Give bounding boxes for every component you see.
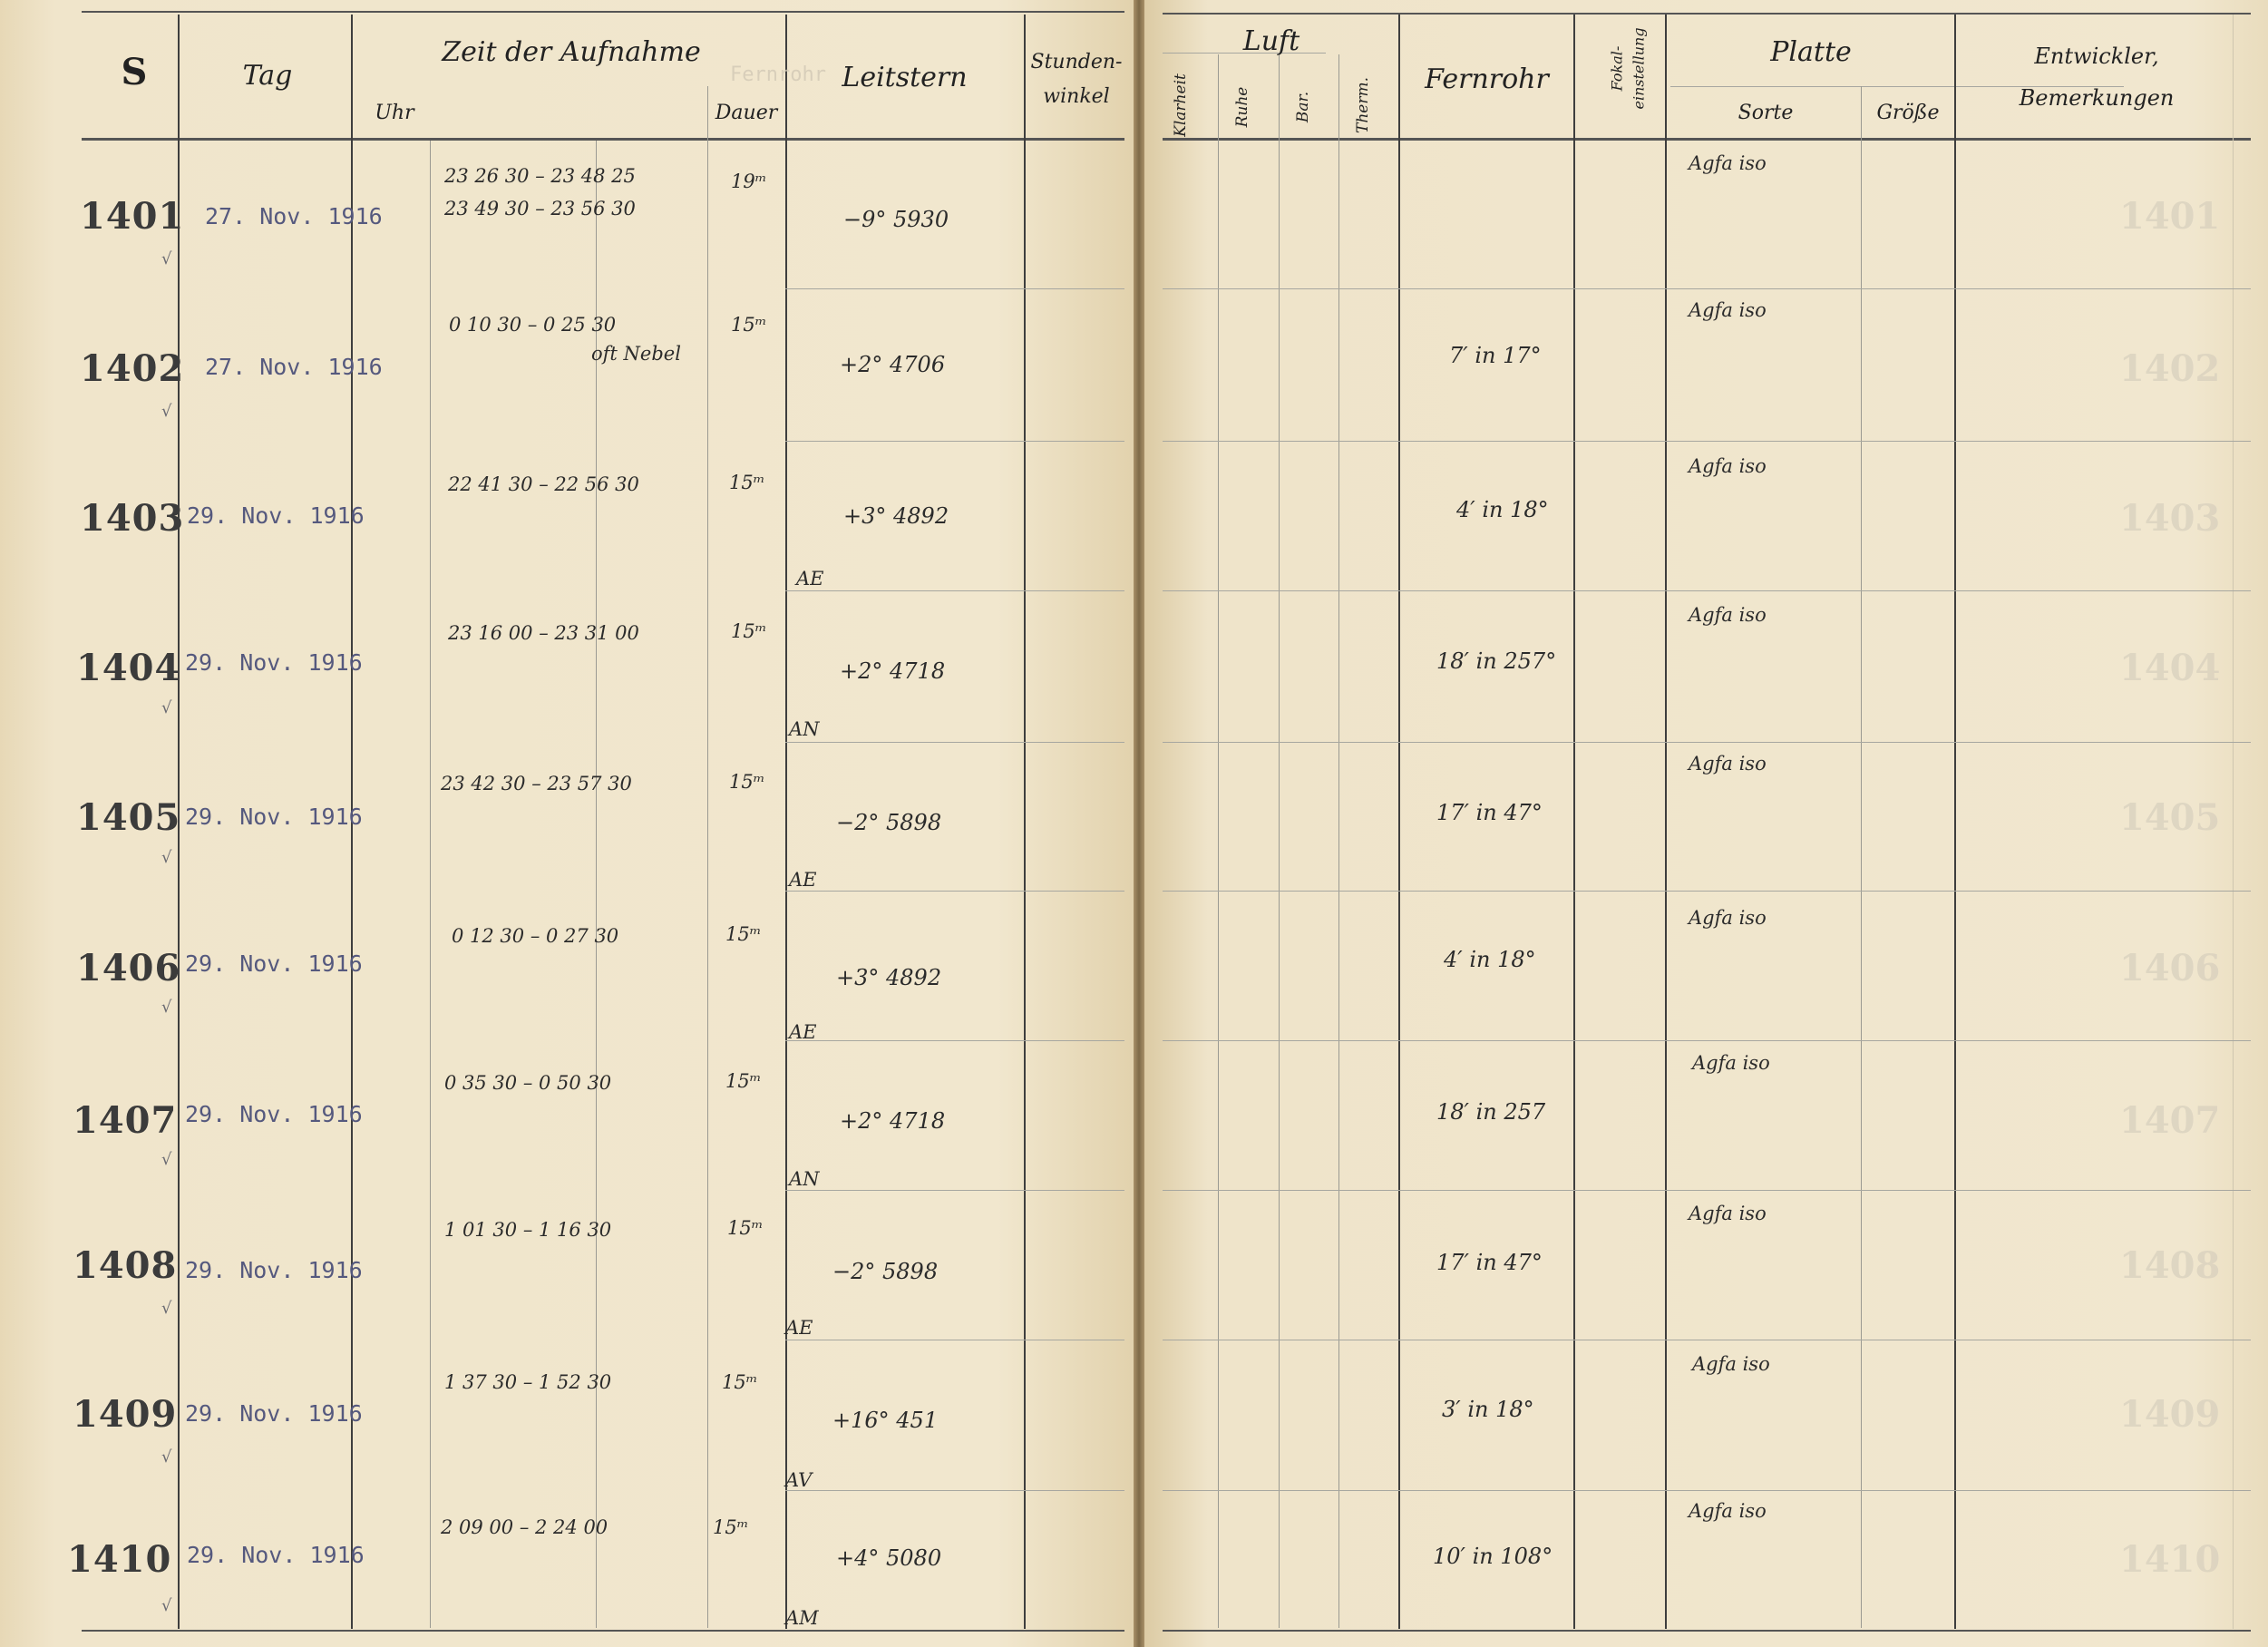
telescope-setting: 4′ in 18° xyxy=(1444,947,1536,972)
header-klarheit: Klarheit xyxy=(1172,73,1190,137)
telescope-setting: 4′ in 18° xyxy=(1456,497,1549,522)
telescope-setting: 17′ in 47° xyxy=(1436,1250,1543,1275)
col-rule-stundenwinkel xyxy=(1024,15,1026,1629)
guide-star: +2° 4718 xyxy=(840,658,946,684)
guide-star: +16° 451 xyxy=(832,1408,939,1433)
col-rule xyxy=(2233,15,2234,1629)
header-bottom-rule xyxy=(82,138,1124,141)
plate-type: Agfa iso xyxy=(1689,753,1767,775)
plate-number: 1409 xyxy=(73,1393,178,1436)
row-rule xyxy=(1163,891,2251,892)
exposure-time: 2 09 00 – 2 24 00 xyxy=(441,1516,608,1538)
telescope-setting: 18′ in 257° xyxy=(1436,648,1557,674)
col-rule-leitstern xyxy=(785,15,787,1629)
plate-number: 1404 xyxy=(76,647,181,689)
plate-number: 1402 xyxy=(80,347,185,390)
col-rule xyxy=(1279,54,1280,1628)
plate-number: 1405 xyxy=(76,796,181,839)
exposure-time: 23 16 00 – 23 31 00 xyxy=(448,622,639,644)
telescope-setting: 17′ in 47° xyxy=(1436,800,1543,825)
guide-star: +2° 4706 xyxy=(840,352,946,377)
exposure-duration: 15ᵐ xyxy=(722,1371,758,1393)
guide-star: −2° 5898 xyxy=(836,810,942,835)
row-rule xyxy=(1163,288,2251,289)
exposure-time: 0 12 30 – 0 27 30 xyxy=(452,925,619,947)
exposure-time: 1 01 30 – 1 16 30 xyxy=(444,1219,612,1241)
header-groesse: Größe xyxy=(1876,102,1940,124)
book-gutter xyxy=(1134,0,1144,1647)
left-page: S Tag Zeit der Aufnahme Uhr Dauer Leitstern Stunden- winkel Fernrohr 1401 27. Nov. 1916 23 26 30 – 23 48 25 23 49 30 – 23 56 30 19ᵐ −9° 5930 1402 27. Nov. 1916 0 10 30 – 0 25 30 oft Nebel 15ᵐ +2° 4706 1403 29. Nov. 1916 22 41 30 – 22 56 30 15ᵐ +3° 4892 AE 1404 29. Nov. 1916 23 16 00 – 23 31 00 15ᵐ +2° 4718 AN 1405 29. Nov. 1916 23 42 30 – 23 57 30 15ᵐ −2° 5898 AE 1406 29. Nov. 1916 0 12 30 – 0 27 30 15ᵐ +3° 4892 AE 1407 29. Nov. 1916 0 35 30 – 0 50 30 15ᵐ +2° 4718 AN 1408 29. Nov. 1916 1 01 30 – 1 16 30 15ᵐ −2° 5898 AE 1409 29. Nov. 1916 1 37 30 – 1 52 30 15ᵐ +16° 451 AV 1410 29. Nov. 1916 2 09 00 – 2 24 00 15ᵐ +4° 5080 AM √ √ √ √ √ √ √ √ √ xyxy=(0,0,1134,1647)
col-rule xyxy=(1665,15,1667,1629)
guide-mark: AN xyxy=(789,718,820,740)
col-rule xyxy=(1954,15,1956,1629)
bottom-rule xyxy=(82,1630,1124,1632)
col-rule xyxy=(1573,15,1575,1629)
guide-star: −2° 5898 xyxy=(832,1259,939,1284)
date-stamp: 29. Nov. 1916 xyxy=(187,502,365,529)
exposure-time-2: 23 49 30 – 23 56 30 xyxy=(444,198,636,219)
header-bottom-rule xyxy=(1163,138,2251,141)
guide-star: −9° 5930 xyxy=(843,207,949,232)
col-rule xyxy=(1338,54,1339,1628)
date-stamp: 27. Nov. 1916 xyxy=(205,203,383,229)
exposure-duration: 15ᵐ xyxy=(729,771,765,793)
guide-star: +2° 4718 xyxy=(840,1108,946,1134)
exposure-duration: 15ᵐ xyxy=(731,620,767,642)
exposure-time: 23 42 30 – 23 57 30 xyxy=(441,773,632,794)
row-rule xyxy=(1163,1490,2251,1491)
header-fokal-1: Fokal- xyxy=(1608,45,1626,92)
exposure-note: oft Nebel xyxy=(591,343,681,365)
row-rule xyxy=(1163,590,2251,591)
guide-mark: AN xyxy=(789,1168,820,1190)
plate-type: Agfa iso xyxy=(1689,604,1767,626)
header-fokal-2: einstellung xyxy=(1630,27,1648,110)
row-rule xyxy=(785,891,1124,892)
header-ruhe: Ruhe xyxy=(1233,86,1251,128)
header-stundenwinkel-2: winkel xyxy=(1043,85,1110,108)
header-luft: Luft xyxy=(1242,25,1300,57)
guide-mark: AE xyxy=(789,869,817,891)
col-rule-dauer xyxy=(707,86,708,1628)
row-rule xyxy=(785,1040,1124,1041)
plate-type: Agfa iso xyxy=(1692,1052,1770,1074)
date-stamp: 29. Nov. 1916 xyxy=(185,1101,363,1127)
plate-type: Agfa iso xyxy=(1689,1500,1767,1522)
header-entwickler-2: Bemerkungen xyxy=(2019,85,2175,111)
exposure-duration: 19ᵐ xyxy=(731,171,767,192)
date-stamp: 29. Nov. 1916 xyxy=(185,1257,363,1283)
header-sorte: Sorte xyxy=(1738,102,1794,124)
date-stamp: 27. Nov. 1916 xyxy=(205,354,383,380)
row-rule xyxy=(785,590,1124,591)
header-entwickler-1: Entwickler, xyxy=(2034,44,2159,69)
plate-number: 1406 xyxy=(76,947,181,989)
header-platte: Platte xyxy=(1770,36,1852,68)
header-bar: Bar. xyxy=(1294,91,1312,123)
col-rule xyxy=(1218,54,1219,1628)
row-rule xyxy=(785,1490,1124,1491)
guide-mark: AE xyxy=(789,1021,817,1043)
exposure-time: 1 37 30 – 1 52 30 xyxy=(444,1371,612,1393)
row-rule xyxy=(1163,441,2251,442)
bottom-rule xyxy=(1163,1630,2251,1632)
exposure-duration: 15ᵐ xyxy=(731,314,767,336)
plate-type: Agfa iso xyxy=(1689,907,1767,929)
exposure-duration: 15ᵐ xyxy=(725,923,762,945)
guide-star: +3° 4892 xyxy=(843,503,949,529)
exposure-time: 0 35 30 – 0 50 30 xyxy=(444,1072,612,1094)
header-therm: Therm. xyxy=(1354,77,1372,133)
row-rule xyxy=(785,1190,1124,1191)
plate-type: Agfa iso xyxy=(1689,455,1767,477)
plate-number: 1401 xyxy=(80,195,185,238)
date-stamp: 29. Nov. 1916 xyxy=(185,649,363,676)
header-leitstern: Leitstern xyxy=(842,62,968,93)
date-stamp: 29. Nov. 1916 xyxy=(185,950,363,977)
row-rule xyxy=(1163,1040,2251,1041)
exposure-duration: 15ᵐ xyxy=(729,472,765,493)
plate-type: Agfa iso xyxy=(1689,299,1767,321)
telescope-setting: 3′ in 18° xyxy=(1442,1397,1534,1422)
row-rule xyxy=(1163,1190,2251,1191)
header-s: S xyxy=(121,51,148,93)
header-uhr: Uhr xyxy=(375,102,414,124)
col-rule-uhr-a xyxy=(430,141,431,1628)
right-page: Luft Klarheit Ruhe Bar. Therm. Fernrohr Fokal- einstellung Platte Sorte Größe Entwickler, Bemerkungen 1401 1402 1403 1404 1405 1406 1407 1408 1409 1410 Agfa iso 7′ in 17° Agfa iso 4′ in 18° Agfa iso 18′ in 257° Agfa iso 17′ in 47° Agfa iso 4′ in 18° Agfa iso 18′ in 257 Agfa iso 17′ in 47° Agfa iso 3′ in 18° Agfa iso 10′ in 108° Agfa iso xyxy=(1144,0,2268,1647)
exposure-duration: 15ᵐ xyxy=(725,1070,762,1092)
exposure-time: 23 26 30 – 23 48 25 xyxy=(444,165,636,187)
header-stundenwinkel-1: Stunden- xyxy=(1030,51,1123,73)
telescope-setting: 18′ in 257 xyxy=(1436,1099,1546,1125)
header-dauer: Dauer xyxy=(715,102,778,124)
plate-number: 1403 xyxy=(80,497,185,540)
exposure-duration: 15ᵐ xyxy=(727,1217,764,1239)
plate-type: Agfa iso xyxy=(1689,1203,1767,1224)
date-stamp: 29. Nov. 1916 xyxy=(185,1400,363,1427)
header-fernrohr: Fernrohr xyxy=(1425,63,1549,95)
plate-number: 1408 xyxy=(73,1244,178,1287)
plate-number: 1407 xyxy=(73,1099,178,1142)
guide-mark: AV xyxy=(785,1469,813,1491)
guide-mark: AM xyxy=(785,1607,819,1629)
plate-type: Agfa iso xyxy=(1689,152,1767,174)
header-tag: Tag xyxy=(242,60,293,92)
date-stamp: 29. Nov. 1916 xyxy=(187,1542,365,1568)
row-rule xyxy=(785,742,1124,743)
header-top-rule xyxy=(82,11,1124,13)
exposure-time: 0 10 30 – 0 25 30 xyxy=(449,314,617,336)
telescope-setting: 10′ in 108° xyxy=(1433,1544,1553,1569)
telescope-setting: 7′ in 17° xyxy=(1449,343,1542,368)
guide-mark: AE xyxy=(796,568,824,590)
col-rule xyxy=(1861,86,1862,1628)
row-rule xyxy=(785,441,1124,442)
col-rule xyxy=(1398,15,1400,1629)
row-rule xyxy=(785,288,1124,289)
guide-star: +4° 5080 xyxy=(836,1545,942,1571)
plate-type: Agfa iso xyxy=(1692,1353,1770,1375)
header-top-rule xyxy=(1163,13,2251,15)
guide-star: +3° 4892 xyxy=(836,965,942,990)
plate-number: 1410 xyxy=(67,1538,172,1581)
row-rule xyxy=(1163,742,2251,743)
date-stamp: 29. Nov. 1916 xyxy=(185,804,363,830)
exposure-time: 22 41 30 – 22 56 30 xyxy=(448,473,639,495)
exposure-duration: 15ᵐ xyxy=(713,1516,749,1538)
guide-mark: AE xyxy=(785,1317,813,1339)
header-zeit: Zeit der Aufnahme xyxy=(442,36,701,68)
